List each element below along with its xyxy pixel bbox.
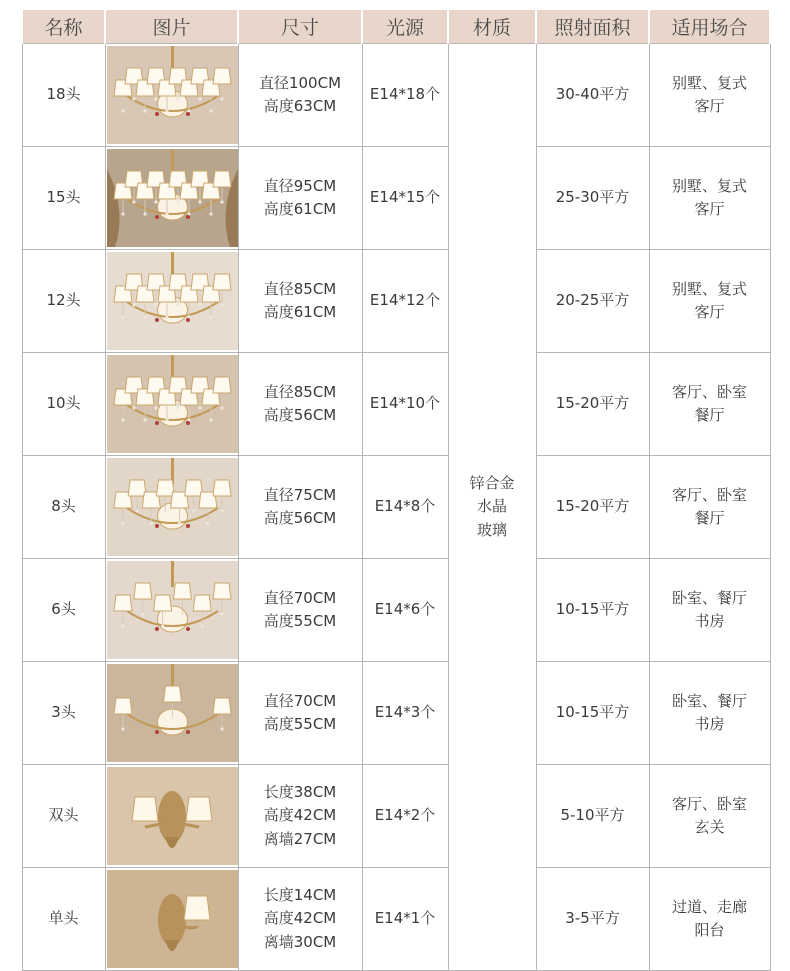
usage-line: 客厅 — [694, 303, 725, 321]
lamp-photo — [107, 767, 238, 865]
size-cell — [238, 147, 362, 250]
usage-cell — [649, 147, 770, 250]
lamp-image — [105, 44, 238, 147]
usage-line: 客厅、卧室 — [671, 485, 747, 504]
usage-cell — [649, 456, 770, 559]
lamp-image — [105, 662, 238, 765]
usage-cell — [649, 250, 770, 353]
material-line: 锌合金 — [469, 474, 515, 493]
size-line: 直径85CM — [263, 279, 337, 298]
size-line: 直径95CM — [263, 176, 337, 195]
lamp-photo — [107, 149, 238, 247]
size-line: 高度61CM — [263, 200, 337, 218]
table-row — [22, 868, 770, 971]
model-name: 12头 — [22, 250, 105, 353]
size-line: 直径70CM — [263, 588, 337, 607]
usage-line: 餐厅 — [694, 509, 725, 527]
header-area: 照射面积 — [536, 10, 649, 44]
lamp-photo — [107, 561, 238, 659]
coverage-area: 15-20平方 — [536, 353, 649, 456]
coverage-area: 10-15平方 — [536, 559, 649, 662]
usage-cell — [649, 559, 770, 662]
material-line: 玻璃 — [476, 520, 507, 539]
light-source: E14*8个 — [362, 456, 448, 559]
size-line: 长度38CM — [263, 783, 337, 802]
usage-line: 餐厅 — [694, 406, 725, 424]
size-line: 高度56CM — [263, 406, 337, 424]
lamp-photo — [107, 355, 238, 453]
model-name: 8头 — [22, 456, 105, 559]
size-line: 离墙27CM — [263, 829, 337, 848]
size-line: 高度42CM — [263, 806, 337, 825]
light-source: E14*12个 — [362, 250, 448, 353]
size-cell — [238, 662, 362, 765]
lamp-photo — [107, 458, 238, 556]
size-line: 长度14CM — [263, 886, 337, 905]
light-source: E14*10个 — [362, 353, 448, 456]
light-source: E14*2个 — [362, 765, 448, 868]
size-line: 高度55CM — [263, 715, 337, 733]
usage-cell — [649, 662, 770, 765]
size-line: 高度42CM — [263, 909, 337, 928]
size-line: 高度63CM — [263, 97, 337, 115]
table-row — [22, 456, 770, 559]
coverage-area: 20-25平方 — [536, 250, 649, 353]
model-name: 单头 — [22, 868, 105, 971]
coverage-area: 5-10平方 — [536, 765, 649, 868]
size-line: 直径70CM — [263, 691, 337, 710]
spec-table — [21, 10, 771, 971]
size-line: 直径85CM — [263, 382, 337, 401]
header-image: 图片 — [105, 10, 238, 44]
lamp-photo — [107, 46, 238, 144]
size-cell — [238, 44, 362, 147]
header-row — [22, 10, 770, 44]
usage-line: 别墅、复式 — [671, 279, 747, 298]
usage-line: 别墅、复式 — [671, 73, 747, 92]
table-row — [22, 662, 770, 765]
header-name: 名称 — [22, 10, 105, 44]
coverage-area: 15-20平方 — [536, 456, 649, 559]
model-name: 3头 — [22, 662, 105, 765]
light-source: E14*1个 — [362, 868, 448, 971]
size-cell — [238, 250, 362, 353]
size-line: 直径100CM — [258, 73, 342, 92]
usage-line: 别墅、复式 — [671, 176, 747, 195]
usage-line: 卧室、餐厅 — [671, 691, 747, 710]
size-cell — [238, 353, 362, 456]
lamp-image — [105, 868, 238, 971]
light-source: E14*3个 — [362, 662, 448, 765]
size-cell — [238, 765, 362, 868]
lamp-image — [105, 456, 238, 559]
usage-line: 客厅 — [694, 97, 725, 115]
model-name: 6头 — [22, 559, 105, 662]
lamp-photo — [107, 664, 238, 762]
lamp-image — [105, 147, 238, 250]
coverage-area: 3-5平方 — [536, 868, 649, 971]
usage-cell — [649, 868, 770, 971]
size-line: 高度61CM — [263, 303, 337, 321]
table-row — [22, 250, 770, 353]
header-light-source: 光源 — [362, 10, 448, 44]
size-cell — [238, 559, 362, 662]
size-line: 离墙30CM — [263, 932, 337, 951]
coverage-area: 25-30平方 — [536, 147, 649, 250]
usage-line: 玄关 — [694, 818, 725, 836]
size-line: 直径75CM — [263, 485, 337, 504]
usage-cell — [649, 353, 770, 456]
coverage-area: 10-15平方 — [536, 662, 649, 765]
size-line: 高度55CM — [263, 612, 337, 630]
light-source: E14*18个 — [362, 44, 448, 147]
usage-line: 书房 — [694, 715, 725, 733]
table-row — [22, 44, 770, 147]
lamp-image — [105, 559, 238, 662]
size-cell — [238, 456, 362, 559]
header-material: 材质 — [448, 10, 536, 44]
usage-line: 卧室、餐厅 — [671, 588, 747, 607]
table-row — [22, 353, 770, 456]
size-cell — [238, 868, 362, 971]
model-name: 15头 — [22, 147, 105, 250]
usage-line: 客厅 — [694, 200, 725, 218]
table-row — [22, 147, 770, 250]
lamp-photo — [107, 870, 238, 968]
lamp-photo — [107, 252, 238, 350]
coverage-area: 30-40平方 — [536, 44, 649, 147]
material-line: 水晶 — [476, 497, 507, 516]
header-size: 尺寸 — [238, 10, 362, 44]
model-name: 18头 — [22, 44, 105, 147]
table-row — [22, 559, 770, 662]
light-source: E14*15个 — [362, 147, 448, 250]
lamp-image — [105, 765, 238, 868]
material-cell — [448, 44, 536, 971]
size-line: 高度56CM — [263, 509, 337, 527]
usage-cell — [649, 44, 770, 147]
lamp-image — [105, 250, 238, 353]
light-source: E14*6个 — [362, 559, 448, 662]
usage-line: 书房 — [694, 612, 725, 630]
header-usage: 适用场合 — [649, 10, 770, 44]
model-name: 双头 — [22, 765, 105, 868]
usage-line: 阳台 — [694, 921, 725, 939]
model-name: 10头 — [22, 353, 105, 456]
usage-line: 客厅、卧室 — [671, 382, 747, 401]
usage-line: 过道、走廊 — [671, 897, 747, 916]
usage-cell — [649, 765, 770, 868]
lamp-image — [105, 353, 238, 456]
usage-line: 客厅、卧室 — [671, 794, 747, 813]
table-row — [22, 765, 770, 868]
